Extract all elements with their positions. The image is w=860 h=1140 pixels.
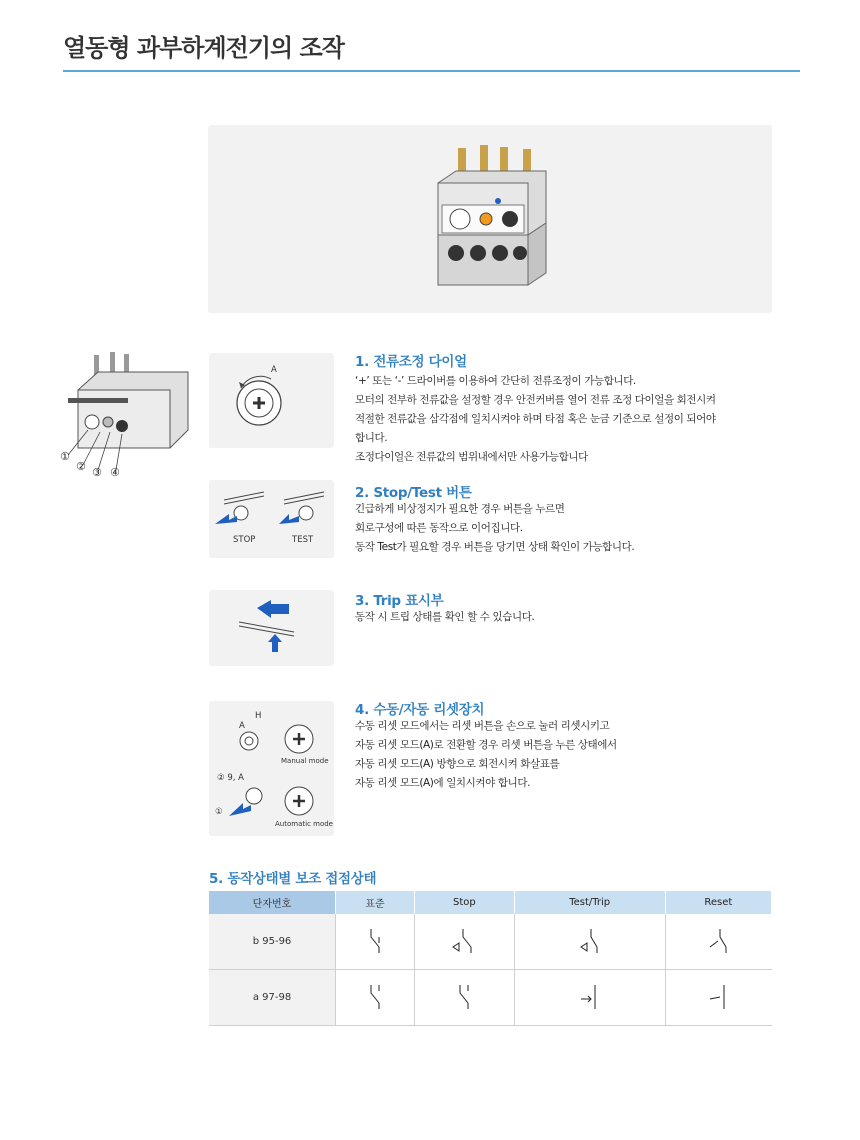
hero-image-panel	[208, 125, 772, 313]
section-4-line: 자동 리셋 모드(A) 방향으로 회전시켜 화살표를	[355, 758, 560, 770]
contact-symbol-nc-trip	[514, 914, 665, 970]
section-4-body	[355, 717, 617, 793]
section-1-line: 합니다.	[355, 432, 388, 444]
contact-symbol-no	[336, 970, 415, 1026]
automatic-mode-caption: Automatic mode	[275, 820, 333, 828]
dial-panel	[209, 353, 334, 448]
terminal-cell: a 97-98	[209, 970, 336, 1026]
section-4-heading: 4. 수동/자동 리셋장치	[355, 702, 485, 718]
relay-product-illustration	[428, 143, 558, 293]
table-row	[209, 914, 772, 970]
step-1-label: ①	[215, 807, 223, 817]
header-stop: Stop	[415, 891, 515, 914]
step-2-label: ② 9, A	[217, 773, 244, 783]
terminal-cell: b 95-96	[209, 914, 336, 970]
contact-symbol-no-reset	[665, 970, 771, 1026]
section-1-line: 적절한 전류값을 삼각점에 일치시켜야 하며 타점 혹은 눈금 기준으로 설정이 되어야	[355, 413, 716, 425]
table-header-row	[209, 891, 772, 914]
contact-table-title: 5. 동작상태별 보조 접점상태	[209, 871, 377, 887]
header-terminal: 단자번호	[209, 891, 336, 914]
trip-indicator-panel	[209, 590, 334, 666]
callout-1: ①	[60, 450, 70, 463]
section-2-line: 동작 Test가 필요할 경우 버튼을 당기면 상태 확인이 가능합니다.	[355, 541, 635, 553]
callout-2: ②	[76, 460, 86, 473]
section-3-body	[355, 608, 534, 627]
manual-mode-caption: Manual mode	[281, 757, 329, 765]
contact-symbol-no-trip	[514, 970, 665, 1026]
header-reset: Reset	[665, 891, 771, 914]
section-4-line: 자동 리셋 모드(A)에 일치시켜야 합니다.	[355, 777, 531, 789]
stop-test-panel	[209, 480, 334, 558]
stop-label: STOP	[233, 535, 256, 545]
reset-device-panel	[209, 701, 334, 836]
contact-symbol-nc-stop	[415, 914, 515, 970]
header-test-trip: Test/Trip	[514, 891, 665, 914]
contact-state-table	[209, 891, 772, 1026]
section-1-body	[355, 372, 716, 467]
manual-a-label: A	[239, 721, 245, 731]
table-row	[209, 970, 772, 1026]
relay-callout-illustration	[58, 350, 208, 485]
section-2-heading: 2. Stop/Test 버튼	[355, 485, 472, 501]
section-1-heading: 1. 전류조정 다이얼	[355, 354, 467, 370]
section-3-heading: 3. Trip 표시부	[355, 593, 444, 609]
contact-symbol-no-stop	[415, 970, 515, 1026]
test-label: TEST	[292, 535, 314, 545]
section-2-body	[355, 500, 634, 557]
contact-symbol-nc-reset	[665, 914, 771, 970]
section-4-line: 자동 리셋 모드(A)로 전환할 경우 리셋 버튼을 누른 상태에서	[355, 739, 617, 751]
dial-a-label: A	[271, 365, 277, 375]
manual-h-label: H	[255, 711, 262, 721]
section-4-line: 수동 리셋 모드에서는 리셋 버튼을 손으로 눌러 리셋시키고	[355, 720, 610, 732]
callout-4: ④	[110, 466, 120, 479]
header-standard: 표준	[336, 891, 415, 914]
contact-symbol-nc	[336, 914, 415, 970]
section-3-line: 동작 시 트립 상태를 확인 할 수 있습니다.	[355, 611, 535, 623]
section-1-line: 조정다이얼은 전류값의 범위내에서만 사용가능합니다	[355, 451, 588, 463]
section-2-line: 회로구성에 따른 동작으로 이어집니다.	[355, 522, 523, 534]
section-2-line: 긴급하게 비상정지가 필요한 경우 버튼을 누르면	[355, 503, 565, 515]
callout-3: ③	[92, 466, 102, 479]
page-title: 열동형 과부하계전기의 조작	[63, 34, 344, 62]
title-rule	[63, 70, 800, 72]
section-1-line: ‘+’ 또는 ‘-’ 드라이버를 이용하여 간단히 전류조정이 가능합니다.	[355, 375, 636, 387]
section-1-line: 모터의 전부하 전류값을 설정할 경우 안전커버를 열어 전류 조정 다이얼을 회전시켜	[355, 394, 716, 406]
